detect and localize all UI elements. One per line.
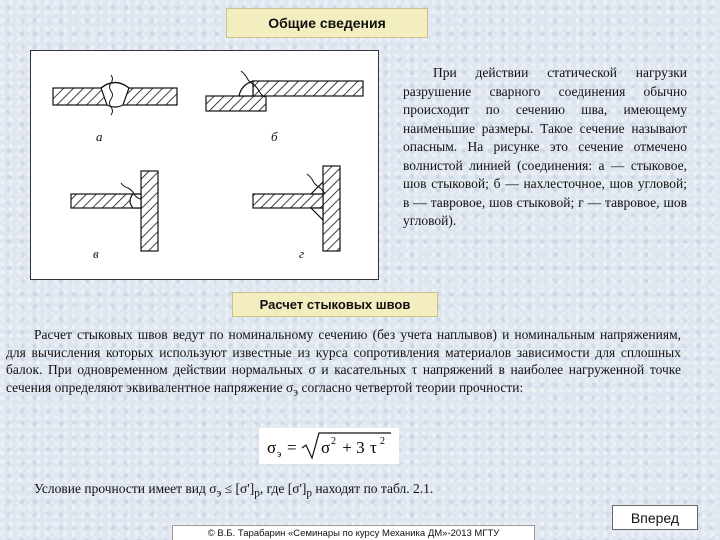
strength-sub-3: р	[306, 487, 313, 500]
calc-paragraph-end: согласно четвертой теории прочности:	[298, 379, 524, 395]
intro-paragraph: При действии статической нагрузки разрушение сварного соединения обычно происходит по сечению шва, имеющему наименьшие размеры. Такое сечение называют опасным. На рисунке это сечение отмечено волнистой линией (соединения: а — стыковое, шов стыковой; б — нахлесточное, шов угловой; в — тавровое, шов стыковой; г — тавровое, шов угловой).	[403, 65, 687, 228]
formula-plus: + 3	[338, 438, 365, 457]
strength-part-1: Условие прочности имеет вид σ	[34, 481, 217, 496]
calc-paragraph-sub: э	[293, 386, 299, 399]
label-v: в	[93, 246, 99, 261]
formula-sigma-sup: 2	[331, 436, 336, 447]
joint-a-butt	[53, 75, 177, 144]
strength-part-2: ≤ [σ']	[221, 481, 255, 496]
label-b: б	[271, 129, 278, 144]
forward-button[interactable]: Вперед	[612, 505, 698, 530]
page-title: Общие сведения	[226, 8, 428, 38]
formula-equals: =	[287, 438, 297, 457]
strength-sub-1: э	[216, 487, 222, 500]
calc-paragraph	[6, 326, 681, 402]
strength-sub-2: р	[254, 487, 260, 500]
formula-drawing	[259, 428, 399, 464]
weld-joints-drawing	[31, 51, 380, 281]
strength-part-4: находят по табл. 2.1.	[312, 481, 434, 496]
equivalent-stress-formula	[259, 428, 399, 464]
footer-copyright: © В.Б. Тарабарин «Семинары по курсу Механика ДМ»-2013 МГТУ	[172, 525, 535, 540]
label-a: а	[96, 129, 103, 144]
formula-sigma: σ	[321, 438, 331, 457]
joint-b-lap	[206, 71, 363, 144]
formula-tau-sup: 2	[380, 436, 385, 447]
formula-tau: τ	[370, 438, 377, 457]
label-g: г	[299, 246, 305, 261]
strength-condition	[34, 480, 674, 503]
calc-paragraph-start: Расчет стыковых швов ведут по номинальному сечению (без учета наплывов) и номинальным напряжениям, для вычисления которых используют известные из курса сопротивления материалов зависимости для сплошных балок. При одновременном действии нормальных σ и касательных τ напряжений в наиболее нагруженной точке сечения определяют эквивалентное напряжение σ	[6, 327, 681, 395]
formula-lhs: σ	[267, 438, 277, 457]
formula-lhs-sub: э	[277, 449, 282, 460]
weld-joints-figure	[30, 50, 379, 280]
joint-g-tee-fillet	[253, 166, 340, 261]
strength-part-3: , где [σ']	[259, 481, 307, 496]
section-title: Расчет стыковых швов	[232, 292, 438, 317]
joint-v-tee-butt	[71, 171, 158, 261]
